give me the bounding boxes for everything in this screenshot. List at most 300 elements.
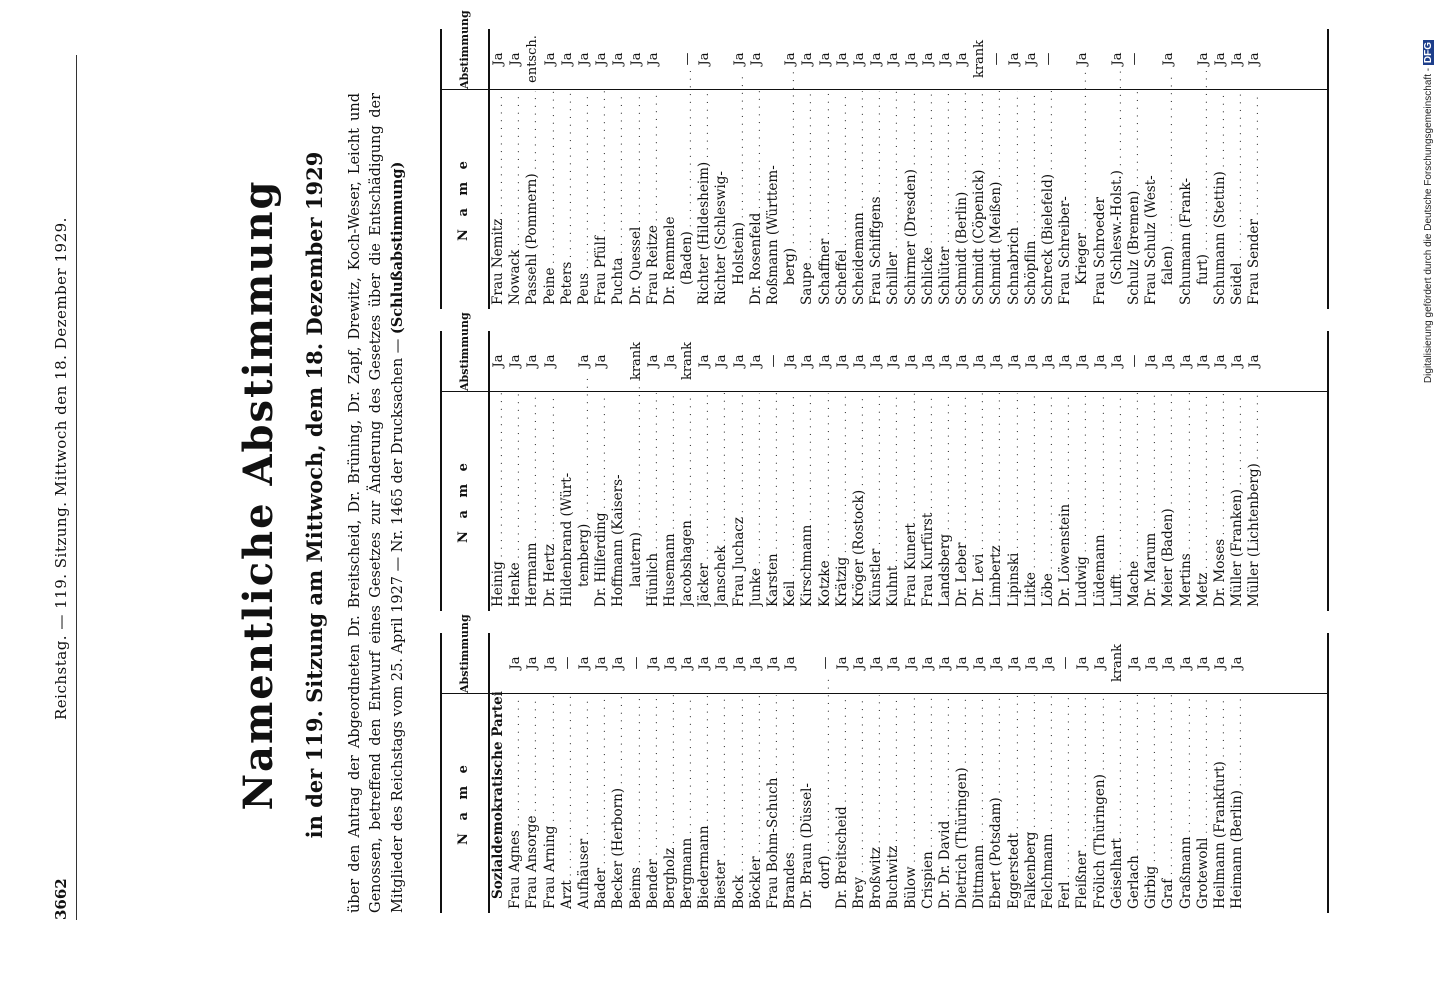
table-row (628, 331, 645, 611)
member-name: Dr. Braun (Düssel- (799, 783, 816, 909)
vote-value: Ja (662, 656, 678, 670)
table-row (1006, 331, 1023, 611)
vote-value: Ja (1006, 354, 1022, 368)
member-name: Sozialdemokratische Partei (490, 691, 506, 899)
member-name: Aufhäuser . . . (576, 695, 595, 909)
table-row (782, 331, 799, 611)
table-row (542, 331, 559, 611)
vote-value: Ja (1161, 52, 1177, 66)
running-head (52, 55, 77, 920)
member-name: Frau Schiffgens . . . (868, 91, 887, 305)
dfg-logo: DFG (1423, 42, 1434, 64)
table-row (1092, 29, 1109, 309)
vote-value: Ja (542, 354, 558, 368)
member-name: Hermann . . . (524, 393, 543, 607)
vote-value: Ja (920, 354, 936, 368)
member-name: Dr. Hilferding . . . (593, 393, 612, 607)
vote-value: Ja (748, 52, 764, 66)
member-name: Passehl (Pommern) . . . (524, 91, 543, 305)
vote-value: Ja (955, 354, 971, 368)
member-name: Girbig . . . (1143, 695, 1162, 909)
vote-value: Ja (1178, 656, 1194, 670)
member-name: Kirschmann . . . (799, 393, 818, 607)
vote-value: Ja (1092, 354, 1108, 368)
member-name: Heilmann (Frankfurt) . . . (1212, 695, 1231, 909)
vote-value: krank (1109, 643, 1125, 683)
vote-value: Ja (542, 52, 558, 66)
member-name: Roßmann (Württem- (765, 165, 781, 305)
table-row (1092, 633, 1109, 913)
table-row (1178, 331, 1195, 611)
vote-value: Ja (491, 354, 506, 368)
vote-value: Ja (1247, 354, 1263, 368)
table-row (1057, 331, 1074, 611)
vote-value: Ja (800, 52, 816, 66)
member-name: Dr. Marum . . . (1143, 393, 1162, 607)
table-row (507, 633, 524, 913)
member-name: Müller (Lichtenberg) . . . (1246, 393, 1265, 607)
vote-value: — (559, 656, 575, 670)
table-row (1212, 29, 1229, 309)
member-name: Gerlach . . . (1126, 695, 1145, 909)
vote-value: Ja (697, 354, 713, 368)
table-row (885, 29, 902, 309)
table-row (1229, 29, 1246, 309)
document-page (20, 10, 1400, 975)
section-heading (490, 633, 507, 913)
member-name: Keil . . . (782, 393, 801, 607)
member-name: Frau Nemitz . . . (490, 91, 509, 305)
vote-value: krank (628, 341, 644, 381)
member-name: Frau Schreiber- (1057, 196, 1074, 305)
member-name: Peters . . . (559, 91, 578, 305)
table-row (817, 29, 834, 309)
table-row (971, 331, 988, 611)
table-row (868, 29, 885, 309)
vote-value: Ja (989, 656, 1005, 670)
table-row (851, 331, 868, 611)
vote-value: Ja (1075, 656, 1091, 670)
table-row (903, 331, 920, 611)
member-name: Heimann (Berlin) . . . (1229, 695, 1248, 909)
vote-value: Ja (508, 656, 524, 670)
table-row (610, 633, 627, 913)
member-name: Heinig . . . (490, 393, 509, 607)
member-name: Schirmer (Dresden) . . . (903, 91, 922, 305)
table-row (542, 633, 559, 913)
vote-value: Ja (525, 354, 541, 368)
vote-value: Ja (851, 354, 867, 368)
table-row (1160, 633, 1177, 913)
table-row (1160, 331, 1177, 611)
table-row (662, 331, 679, 611)
vote-value: Ja (1195, 354, 1211, 368)
header-vote: Abstimmung (442, 633, 473, 694)
vote-column-1 (440, 614, 1329, 913)
member-name: Bergmann . . . (679, 695, 698, 909)
member-name: Schmidt (Cöpenick) . . . (971, 91, 990, 305)
member-name: Hildenbrand (Würt- (558, 472, 575, 607)
table-row (610, 331, 627, 611)
vote-value: Ja (645, 656, 661, 670)
member-name: Frau Sender . . . (1246, 91, 1265, 305)
vote-value: Ja (851, 52, 867, 66)
member-name: Jäcker . . . (696, 393, 715, 607)
vote-value: Ja (525, 656, 541, 670)
member-name: Lipinski . . . (1006, 393, 1025, 607)
member-name: Buchwitz . . . (885, 695, 904, 909)
member-name: Frau Bohm-Schuch . . . (765, 695, 784, 909)
member-name: Ludwig . . . (1074, 393, 1093, 607)
vote-value: — (1126, 354, 1142, 368)
header-name: N a m e (456, 157, 471, 241)
table-row (903, 29, 920, 309)
table-row (1246, 29, 1263, 309)
vote-value: Ja (1023, 656, 1039, 670)
member-name: Dr. Löwenstein . . . (1057, 393, 1076, 607)
table-row (542, 29, 559, 309)
vote-value: Ja (886, 656, 902, 670)
vote-value: Ja (697, 52, 713, 66)
table-row (507, 29, 524, 309)
member-name: Broßwitz . . . (868, 695, 887, 909)
member-name: Schöpflin . . . (1023, 91, 1042, 305)
member-name: Puchta . . . (610, 91, 629, 305)
vote-value: Ja (1075, 354, 1091, 368)
vote-value: Ja (1041, 354, 1056, 368)
vote-value: Ja (1195, 52, 1211, 66)
member-name: Schumann (Frank- (1177, 177, 1194, 305)
member-name: Nowack . . . (507, 91, 526, 305)
vote-value: Ja (576, 354, 592, 368)
vote-value: Ja (886, 52, 902, 66)
table-row (1143, 633, 1160, 913)
vote-value: Ja (645, 354, 661, 368)
member-name: Crispien . . . (920, 695, 939, 909)
table-row (731, 331, 748, 611)
vote-value: — (1041, 52, 1056, 66)
table-row (1212, 331, 1229, 611)
table-row (1109, 633, 1126, 913)
table-row (1126, 29, 1143, 309)
member-name: Dr. Quessel . . . (628, 91, 647, 305)
vote-value: Ja (800, 354, 816, 368)
vote-value: — (628, 656, 644, 670)
member-name: dorf) . . . (817, 675, 836, 909)
vote-value: Ja (576, 656, 592, 670)
vote-value: — (1058, 656, 1074, 670)
member-name: Kröger (Rostock) . . . (851, 393, 870, 607)
vote-value: Ja (714, 656, 730, 670)
table-row (1074, 633, 1091, 913)
vote-value: Ja (851, 656, 867, 670)
vote-value: Ja (937, 656, 953, 670)
table-row (645, 29, 662, 309)
member-name: Seidel . . . (1229, 91, 1248, 305)
vote-value: Ja (955, 656, 971, 670)
table-row (1160, 29, 1177, 309)
table-row (1023, 29, 1040, 309)
member-name: Schiller . . . (885, 91, 904, 305)
member-name: Müller (Franken) . . . (1229, 393, 1248, 607)
vote-value: entsch. (525, 35, 541, 83)
vote-value: — (989, 52, 1005, 66)
vote-value: — (766, 354, 781, 368)
table-row (490, 331, 507, 611)
member-name: Böckler . . . (748, 695, 767, 909)
vote-value: Ja (834, 52, 850, 66)
member-name: Dr. Moses . . . (1212, 393, 1231, 607)
member-name: lautern) . . . (628, 373, 647, 607)
table-row (1023, 331, 1040, 611)
member-name: Dr. Dr. David . . . (937, 695, 956, 909)
vote-value: Ja (748, 354, 764, 368)
vote-value: — (680, 52, 696, 66)
vote-value: Ja (1230, 656, 1246, 670)
vote-value: Ja (1212, 656, 1228, 670)
member-name: Brey . . . (851, 695, 870, 909)
table-row (920, 633, 937, 913)
table-row (765, 29, 782, 309)
vote-value: Ja (783, 52, 799, 66)
table-row (885, 331, 902, 611)
table-row (937, 29, 954, 309)
table-row (748, 29, 765, 309)
table-row (593, 29, 610, 309)
table-row (645, 331, 662, 611)
vote-column-2 (440, 312, 1329, 611)
member-name: Fleißner . . . (1074, 695, 1093, 909)
table-row (851, 633, 868, 913)
table-row (559, 331, 576, 611)
vote-value: krank (680, 341, 696, 381)
table-row (628, 633, 645, 913)
table-row (799, 331, 816, 611)
vote-value: Ja (903, 354, 919, 368)
vote-value: Ja (834, 354, 850, 368)
table-row (988, 331, 1005, 611)
vote-value: Ja (869, 656, 885, 670)
table-row (713, 633, 730, 913)
member-name: furt) . . . (1195, 71, 1214, 305)
table-row (765, 331, 782, 611)
member-name: Kotzke . . . (817, 393, 836, 607)
vote-value: Ja (1161, 354, 1177, 368)
table-row (988, 633, 1005, 913)
member-name: Falkenberg . . . (1023, 695, 1042, 909)
member-name: Kuhnt . . . (885, 393, 904, 607)
intro-paragraph (345, 93, 409, 913)
member-name: Lüdemann . . . (1092, 393, 1111, 607)
table-row (559, 29, 576, 309)
table-row (662, 29, 679, 309)
member-name: Graßmann . . . (1178, 695, 1197, 909)
table-row (937, 633, 954, 913)
member-name: Biedermann . . . (696, 695, 715, 909)
member-name: Bergholz . . . (662, 695, 681, 909)
vote-value: Ja (1109, 354, 1125, 368)
member-name: Saupe . . . (799, 91, 818, 305)
table-row (1212, 633, 1229, 913)
table-row (1006, 633, 1023, 913)
vote-value: Ja (542, 656, 558, 670)
running-head-text: Reichstag. — 119. Sitzung. Mittwoch den 18. Dezember 1929. (52, 217, 70, 720)
table-row (524, 633, 541, 913)
member-name: Frau Kurfürst . . . (920, 393, 939, 607)
member-name: Schlicke . . . (920, 91, 939, 305)
column-header (442, 312, 490, 611)
table-row (696, 331, 713, 611)
vote-value: Ja (972, 656, 988, 670)
vote-value: Ja (1212, 354, 1228, 368)
table-row (937, 331, 954, 611)
header-name: N a m e (456, 761, 471, 845)
vote-value: Ja (1144, 354, 1160, 368)
table-row (645, 633, 662, 913)
member-name: Dr. Remmele (661, 216, 678, 305)
vote-value: Ja (611, 656, 627, 670)
table-row (1109, 331, 1126, 611)
table-row (1006, 29, 1023, 309)
vote-value: Ja (594, 52, 610, 66)
table-row (576, 29, 593, 309)
member-name: Biester . . . (713, 695, 732, 909)
member-name: Frölich (Thüringen) . . . (1092, 695, 1111, 909)
table-row (731, 633, 748, 913)
table-row (679, 331, 696, 611)
member-name: Dr. Leber . . . (954, 393, 973, 607)
table-row (1195, 331, 1212, 611)
table-row (885, 633, 902, 913)
table-row (834, 331, 851, 611)
member-name: Dr. Hertz . . . (542, 393, 561, 607)
table-row (765, 633, 782, 913)
intro-text: über den Antrag der Abgeordneten Dr. Breitscheid, Dr. Brüning, Dr. Zapf, Drewitz, Koch-Weser, Leicht und Genossen, betreffend den Entwurf eines Gesetzes zur Änderung des Gesetzes über die Entschädigung der Mitglieder des Reichstags vom 25. April 1927 — Nr. 1465 der Drucksachen — (347, 93, 406, 913)
table-row (1074, 29, 1091, 309)
member-name: Künstler . . . (868, 393, 887, 607)
member-name: Frau Pfülf . . . (593, 91, 612, 305)
table-row (1057, 29, 1074, 309)
table-row (799, 29, 816, 309)
member-name: Schlüter . . . (937, 91, 956, 305)
member-name: Dietrich (Thüringen) . . . (954, 695, 973, 909)
table-row (1092, 331, 1109, 611)
vote-value: Ja (1126, 656, 1142, 670)
member-name: Bender . . . (645, 695, 664, 909)
vote-value: Ja (1058, 354, 1074, 368)
table-row (782, 29, 799, 309)
member-name: Eggerstedt . . . (1006, 695, 1025, 909)
vote-value: Ja (1178, 354, 1194, 368)
table-row (628, 29, 645, 309)
table-row (748, 331, 765, 611)
table-row (920, 331, 937, 611)
vote-value: Ja (714, 354, 730, 368)
vote-value: Ja (1247, 52, 1263, 66)
member-name: Henke . . . (507, 393, 526, 607)
vote-value: Ja (834, 656, 850, 670)
member-name: Löbe . . . (1040, 393, 1059, 607)
member-name: Felchmann . . . (1040, 695, 1059, 909)
member-name: Lufft . . . (1109, 393, 1128, 607)
vote-value: Ja (1006, 656, 1022, 670)
member-name: Geiselhart . . . (1109, 695, 1128, 909)
vote-value: Ja (920, 656, 936, 670)
vote-value: Ja (1212, 52, 1228, 66)
vote-value: Ja (783, 354, 799, 368)
member-name: Schumann (Stettin) . . . (1212, 91, 1231, 305)
table-row (1126, 331, 1143, 611)
table-row (490, 29, 507, 309)
member-name: Hoffmann (Kaisers- (610, 474, 627, 607)
vote-value: Ja (869, 354, 885, 368)
vote-value: Ja (1144, 656, 1160, 670)
page-subtitle: in der 119. Sitzung am Mittwoch, dem 18. Dezember 1929 (302, 151, 327, 839)
header-vote: Abstimmung (442, 331, 473, 392)
member-name: Mertins . . . (1178, 393, 1197, 607)
member-name: Hünlich . . . (645, 393, 664, 607)
vote-value: Ja (559, 52, 575, 66)
member-name: Dr. Rosenfeld . . . (748, 91, 767, 305)
table-row (576, 331, 593, 611)
table-row (1040, 633, 1057, 913)
side-credit (1422, 40, 1434, 990)
member-name: Frau Ansorge . . . (524, 695, 543, 909)
member-name: berg) . . . (782, 71, 801, 305)
vote-column-3 (440, 10, 1329, 309)
member-name: Dr. Breitscheid . . . (834, 695, 853, 909)
table-row (1246, 331, 1263, 611)
member-name: Frau Schroeder (1091, 196, 1108, 305)
table-row (679, 633, 696, 913)
vote-value: Ja (955, 52, 971, 66)
vote-value: Ja (766, 656, 781, 670)
member-name: Frau Arning . . . (542, 695, 561, 909)
vote-value: — (1126, 52, 1142, 66)
table-row (868, 633, 885, 913)
member-name: Meier (Baden) . . . (1160, 393, 1179, 607)
table-row (868, 331, 885, 611)
page-number: 3662 (52, 878, 70, 920)
table-row (576, 633, 593, 913)
member-name: Litke . . . (1023, 393, 1042, 607)
member-name: Limbertz . . . (988, 393, 1007, 607)
member-name: Scheffel . . . (834, 91, 853, 305)
table-row (954, 29, 971, 309)
table-row (1057, 633, 1074, 913)
member-name: Peus . . . (576, 91, 595, 305)
member-name: Bock . . . (731, 695, 750, 909)
table-row (1126, 633, 1143, 913)
member-name: Scheidemann . . . (851, 91, 870, 305)
member-name: Graf . . . (1160, 695, 1179, 909)
vote-value: Ja (937, 52, 953, 66)
table-row (1040, 331, 1057, 611)
table-row (1229, 633, 1246, 913)
vote-value: Ja (1006, 52, 1022, 66)
member-name: Frau Schulz (West- (1143, 175, 1160, 305)
member-name: Arzt . . . (559, 695, 578, 909)
header-vote: Abstimmung (442, 29, 473, 90)
vote-value: Ja (594, 656, 610, 670)
member-name: Krieger . . . (1074, 71, 1093, 305)
member-name: Metz . . . (1195, 393, 1214, 607)
table-row (851, 29, 868, 309)
vote-value: Ja (731, 656, 747, 670)
member-name: Mache . . . (1126, 393, 1145, 607)
member-name: Janschek . . . (713, 393, 732, 607)
vote-value: Ja (1195, 656, 1211, 670)
